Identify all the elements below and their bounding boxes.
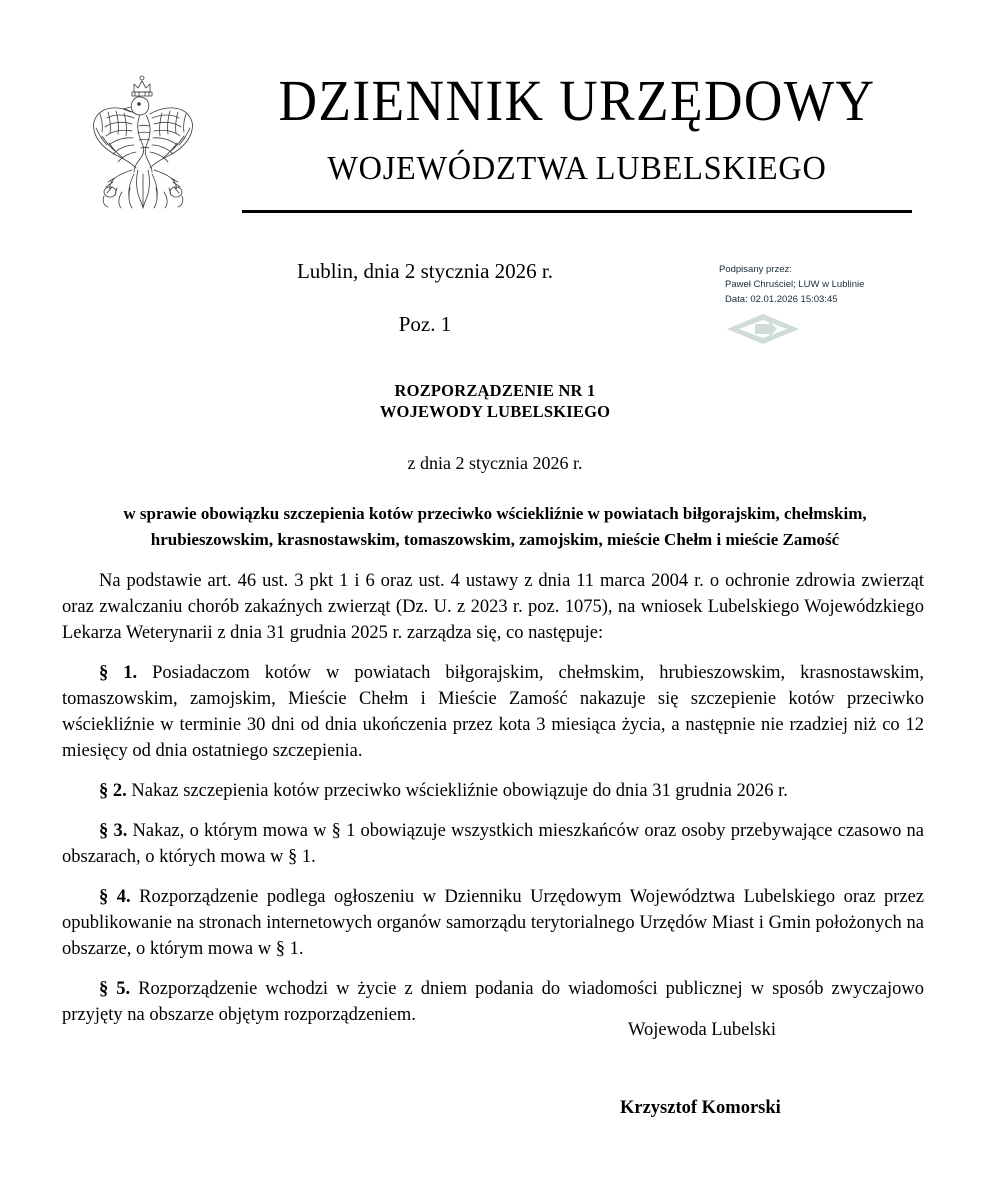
section-marker-2: § 2.: [99, 781, 127, 801]
section-text-1: Posiadaczom kotów w powiatach biłgorajskim, chełmskim, hrubieszowskim, krasnostawskim, tomaszowskim, zamojskim, Mieście Chełm i Mieście Zamość nakazuje się szczepienie kotów przeciwko wściekliźnie w terminie 30 dni od dnia ukończenia przez kota 3 miesiąca życia, a następnie nie rzadziej niż co 12 miesięcy od dnia ostatniego szczepienia.: [62, 663, 925, 761]
signature-block: [560, 1018, 940, 1120]
masthead: [0, 62, 983, 218]
section-text-5: Rozporządzenie wchodzi w życie z dniem podania do wiadomości publicznej w sposób zwyczajowo przyjęty na obszarze objętym rozporządzeniem.: [62, 979, 925, 1025]
act-authority: WOJEWODY LUBELSKIEGO: [379, 402, 611, 421]
act-body: [62, 568, 924, 1042]
section-marker-4: § 4.: [99, 887, 131, 907]
section-marker-5: § 5.: [99, 979, 131, 999]
signatory-role: Wojewoda Lubelski: [628, 1020, 777, 1040]
issue-block: [140, 258, 710, 337]
paragraph-section-2: [62, 778, 924, 804]
issue-place-date: Lublin, dnia 2 stycznia 2026 r.: [296, 259, 554, 283]
esign-date: Data: 02.01.2026 15:03:45: [725, 294, 838, 305]
paragraph-preamble: Na podstawie art. 46 ust. 3 pkt 1 i 6 oraz ust. 4 ustawy z dnia 11 marca 2004 r. o ochronie zdrowia zwierząt oraz zwalczaniu chorób zakaźnych zwierząt (Dz. U. z 2023 r. poz. 1075), na wniosek Lubelskiego Wojewódzkiego Lekarza Weterynarii z dnia 31 grudnia 2025 r. zarządza się, co następuje:: [62, 571, 924, 643]
polish-eagle-emblem-icon: [82, 70, 202, 210]
act-heading: [90, 380, 900, 553]
esign-signed-by-label: Podpisany przez:: [719, 264, 792, 275]
issue-position: Poz. 1: [398, 312, 452, 336]
section-text-2: Nakaz szczepienia kotów przeciwko wściekliźnie obowiązuje do dnia 31 grudnia 2026 r.: [126, 781, 788, 801]
section-text-3: Nakaz, o którym mowa w § 1 obowiązuje wszystkich mieszkańców oraz osoby przebywające czasowo na obszarach, o których mowa w § 1.: [62, 821, 924, 867]
signatory-name: Krzysztof Komorski: [620, 1098, 781, 1118]
act-subject: w sprawie obowiązku szczepienia kotów przeciwko wściekliźnie w powiatach biłgorajskim, chełmskim, hrubieszowskim, krasnostawskim, tomaszowskim, zamojskim, mieście Chełm i mieście Zamość: [123, 504, 867, 549]
section-text-4: Rozporządzenie podlega ogłoszeniu w Dzienniku Urzędowym Województwa Lubelskiego oraz przez opublikowanie na stronach internetowych organów samorządu terytorialnego Urzędów Miast i Gmin położonych na obszarze, o którym mowa w § 1.: [62, 887, 924, 959]
electronic-signature-stamp: [719, 262, 934, 346]
paragraph-section-1: [62, 660, 924, 764]
paragraph-section-4: [62, 884, 924, 962]
electronic-signature-seal-icon: [725, 312, 801, 346]
act-date: z dnia 2 stycznia 2026 r.: [407, 453, 583, 473]
esign-signer-name: Paweł Chruściel; LUW w Lublinie: [725, 279, 865, 290]
masthead-divider: [242, 210, 912, 213]
masthead-titles: [242, 62, 912, 188]
gazette-subtitle: WOJEWÓDZTWA LUBELSKIEGO: [327, 150, 827, 187]
act-number: ROZPORZĄDZENIE NR 1: [394, 381, 596, 400]
section-marker-1: § 1.: [99, 663, 138, 683]
paragraph-section-3: [62, 818, 924, 870]
section-marker-3: § 3.: [99, 821, 128, 841]
gazette-title: DZIENNIK URZĘDOWY: [278, 68, 876, 133]
